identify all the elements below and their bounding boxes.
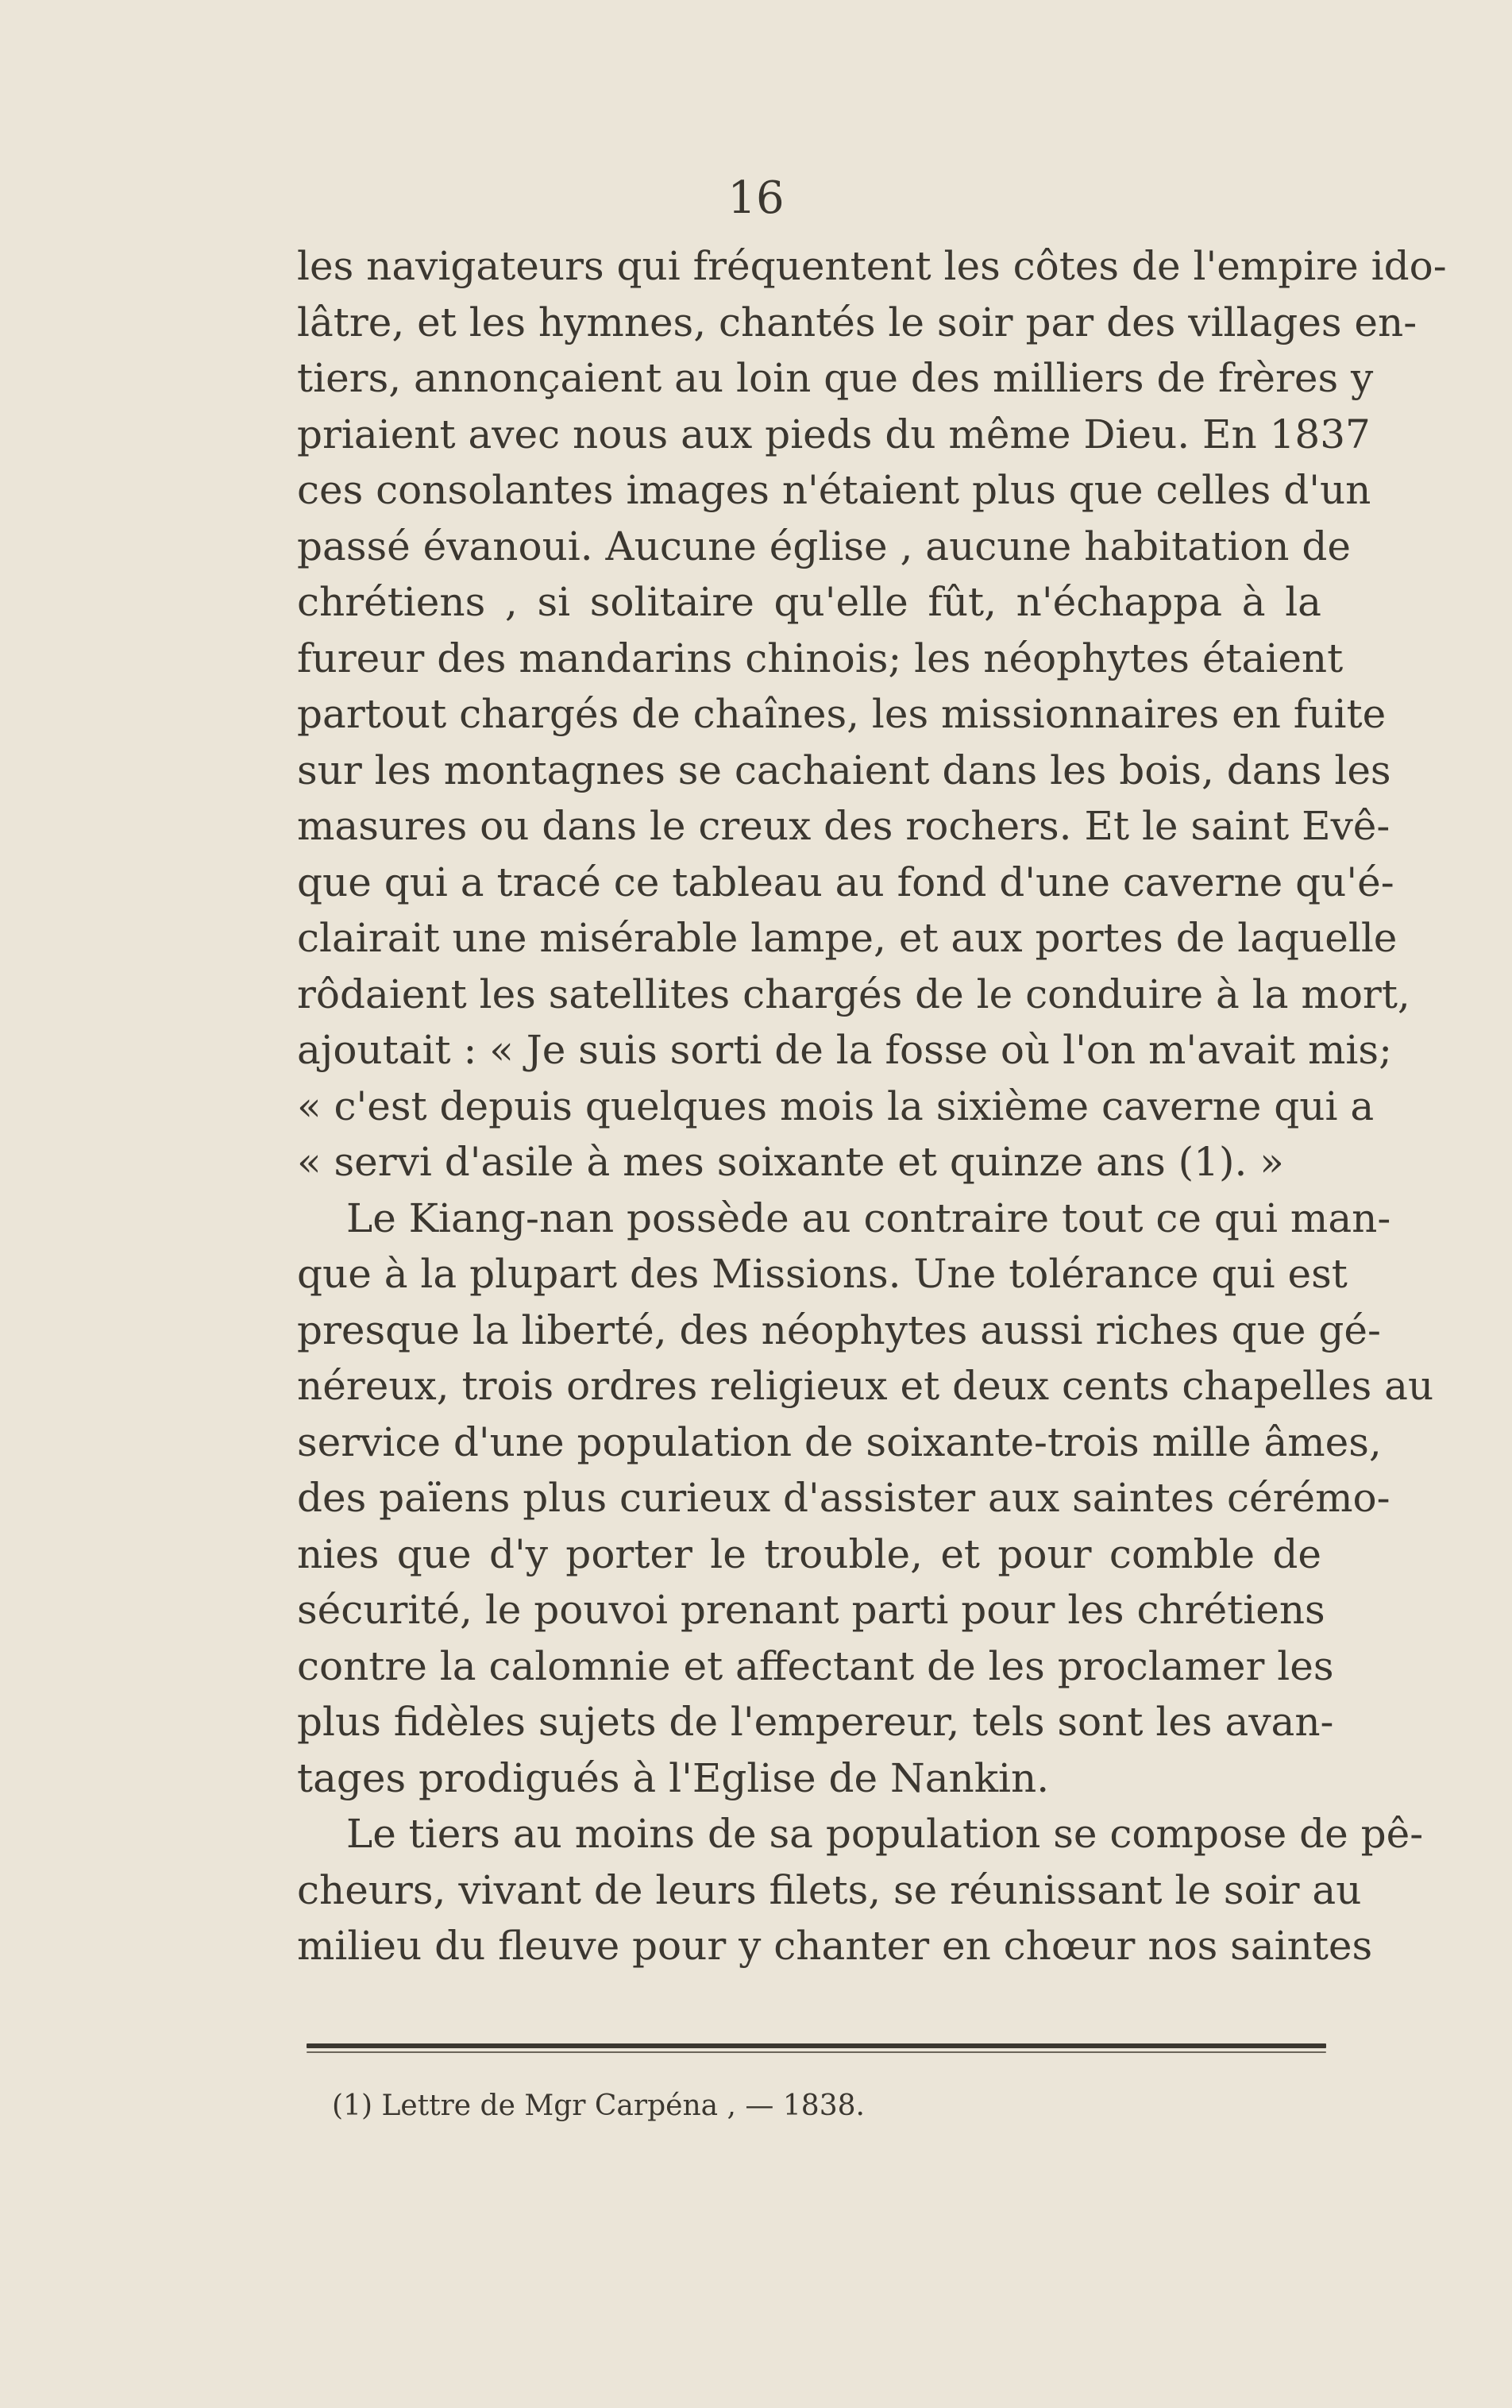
footnote-rule-underline <box>307 2051 1326 2053</box>
text-line: rôdaient les satellites chargés de le conduire à la mort, <box>297 971 1410 1017</box>
text-line: priaient avec nous aux pieds du même Dieu. En 1837 <box>297 411 1371 457</box>
text-line: ajoutait : « Je suis sorti de la fosse où l'on m'avait mis; <box>297 1027 1392 1073</box>
text-line: que qui a tracé ce tableau au fond d'une caverne qu'é- <box>297 859 1394 905</box>
text-line: chrétiens , si solitaire qu'elle fût, n'échappa à la <box>297 579 1321 625</box>
footnote-rule <box>307 2043 1326 2048</box>
text-line: service d'une population de soixante-trois mille âmes, <box>297 1418 1382 1465</box>
text-line: contre la calomnie et affectant de les proclamer les <box>297 1642 1334 1689</box>
text-line: des païens plus curieux d'assister aux saintes cérémo- <box>297 1475 1390 1521</box>
text-line: plus fidèles sujets de l'empereur, tels sont les avan- <box>297 1699 1334 1745</box>
text-line: partout chargés de chaînes, les missionnaires en fuite <box>297 691 1387 737</box>
text-line: les navigateurs qui fréquentent les côtes de l'empire ido- <box>297 243 1447 289</box>
paragraph-start-line: Le Kiang-nan possède au contraire tout ce qui man- <box>346 1194 1391 1241</box>
footnote: (1) Lettre de Mgr Carpéna , — 1838. <box>332 2090 865 2122</box>
page-number: 16 <box>727 172 785 224</box>
text-line: néreux, trois ordres religieux et deux cents chapelles au <box>297 1363 1434 1409</box>
text-line: clairait une misérable lampe, et aux portes de laquelle <box>297 915 1398 961</box>
text-line: cheurs, vivant de leurs filets, se réunissant le soir au <box>297 1866 1362 1913</box>
text-line: passé évanoui. Aucune église , aucune habitation de <box>297 523 1351 569</box>
text-line: lâtre, et les hymnes, chantés le soir par des villages en- <box>297 299 1418 345</box>
text-line: tages prodigués à l'Eglise de Nankin. <box>297 1754 1050 1801</box>
text-line: sur les montagnes se cachaient dans les bois, dans les <box>297 747 1391 793</box>
text-line: sécurité, le pouvoi prenant parti pour les chrétiens <box>297 1587 1325 1633</box>
text-line: fureur des mandarins chinois; les néophytes étaient <box>297 635 1344 681</box>
text-line: « servi d'asile à mes soixante et quinze ans (1). » <box>297 1139 1284 1185</box>
text-line: presque la liberté, des néophytes aussi riches que gé- <box>297 1306 1381 1353</box>
text-line: « c'est depuis quelques mois la sixième caverne qui a <box>297 1082 1375 1129</box>
paragraph-start-line: Le tiers au moins de sa population se compose de pê- <box>346 1811 1424 1857</box>
text-line: que à la plupart des Missions. Une tolérance qui est <box>297 1251 1348 1297</box>
body-text <box>297 238 1447 1974</box>
text-line: tiers, annonçaient au loin que des milliers de frères y <box>297 355 1374 401</box>
text-line: milieu du fleuve pour y chanter en chœur nos saintes <box>297 1923 1373 1969</box>
text-line: masures ou dans le creux des rochers. Et le saint Evê- <box>297 803 1390 849</box>
text-line: nies que d'y porter le trouble, et pour comble de <box>297 1530 1321 1577</box>
text-line: ces consolantes images n'étaient plus que celles d'un <box>297 467 1371 513</box>
